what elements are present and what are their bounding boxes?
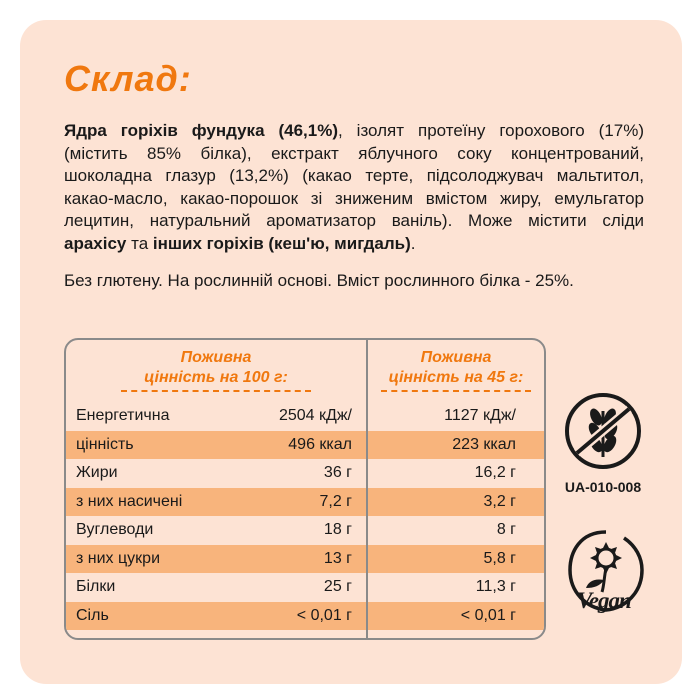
value-per-45g: 8 г [496, 521, 516, 538]
nutrient-label: Білки [76, 578, 116, 595]
table-row [66, 402, 544, 431]
table-row [66, 545, 544, 574]
column-divider [366, 340, 368, 638]
header-100-line2: цінність на 100 г: [144, 369, 288, 386]
value-per-45g: < 0,01 г [460, 606, 516, 624]
value-per-45g: 11,3 г [475, 578, 516, 595]
header-45-line2: цінність на 45 г: [388, 369, 524, 386]
nutrient-label: Сіль [76, 606, 109, 624]
table-row [66, 602, 544, 631]
nutrient-label: цінність [76, 435, 134, 453]
vegan-label: Vegan [577, 588, 631, 613]
table-row [66, 573, 544, 602]
value-per-45g: 3,2 г [483, 492, 516, 510]
ingredients-text [64, 120, 644, 255]
main-ingredient: Ядра горіхів фундука (46,1%) [64, 121, 338, 140]
ingredients-joiner: та [126, 233, 153, 253]
value-per-45g: 16,2 г [474, 464, 516, 481]
value-per-100g: 2504 кДж/ [278, 407, 352, 424]
crossed-grain-icon [563, 391, 643, 471]
header-per-45g [368, 348, 544, 392]
header-100-line1: Поживна [180, 349, 252, 366]
table-header [66, 340, 544, 400]
value-per-45g: 223 ккал [452, 435, 516, 453]
value-per-100g: < 0,01 г [296, 606, 352, 624]
table-row [66, 516, 544, 545]
value-per-100g: 36 г [323, 464, 352, 481]
nutrient-label: з них насичені [76, 492, 183, 510]
nutrient-label: Жири [76, 464, 118, 481]
table-row [66, 431, 544, 460]
header-dash-100 [121, 390, 311, 392]
value-per-100g: 496 ккал [288, 435, 352, 453]
value-per-100g: 7,2 г [319, 492, 352, 510]
header-45-line1: Поживна [420, 349, 492, 366]
gluten-free-code: UA-010-008 [564, 479, 642, 495]
nutrition-table [64, 338, 546, 640]
allergen-peanut: арахісу [64, 233, 127, 253]
table-row [66, 488, 544, 517]
nutrient-label: Енергетична [76, 407, 170, 424]
ingredients-end: . [410, 233, 416, 253]
allergen-nuts: інших горіхів (кеш'ю, мигдаль) [152, 233, 411, 253]
table-row [66, 459, 544, 488]
diet-note: Без глютену. На рослинній основі. Вміст рослинного білка - 25%. [64, 271, 574, 290]
value-per-100g: 25 г [323, 578, 352, 595]
header-per-100g [66, 348, 366, 392]
value-per-45g: 5,8 г [483, 549, 516, 567]
value-per-45g: 1127 кДж/ [444, 407, 516, 424]
ingredients-rest: , ізолят протеїну горохового (17%) (містить 85% білка), екстракт яблучного соку концентрований, шоколадна глазур (13,2%) (какао терте, підсолоджувач мальтитол, какао-масло, какао-порошок зі зниженим вмістом жиру, емульгатор лецитин, натуральний ароматизатор ваніль). Може містити сліди [64, 121, 644, 230]
value-per-100g: 13 г [323, 549, 352, 567]
section-title: Склад: [64, 58, 192, 99]
nutrient-label: Вуглеводи [76, 521, 154, 538]
header-dash-45 [381, 390, 531, 392]
value-per-100g: 18 г [323, 521, 352, 538]
nutrient-label: з них цукри [76, 549, 160, 567]
